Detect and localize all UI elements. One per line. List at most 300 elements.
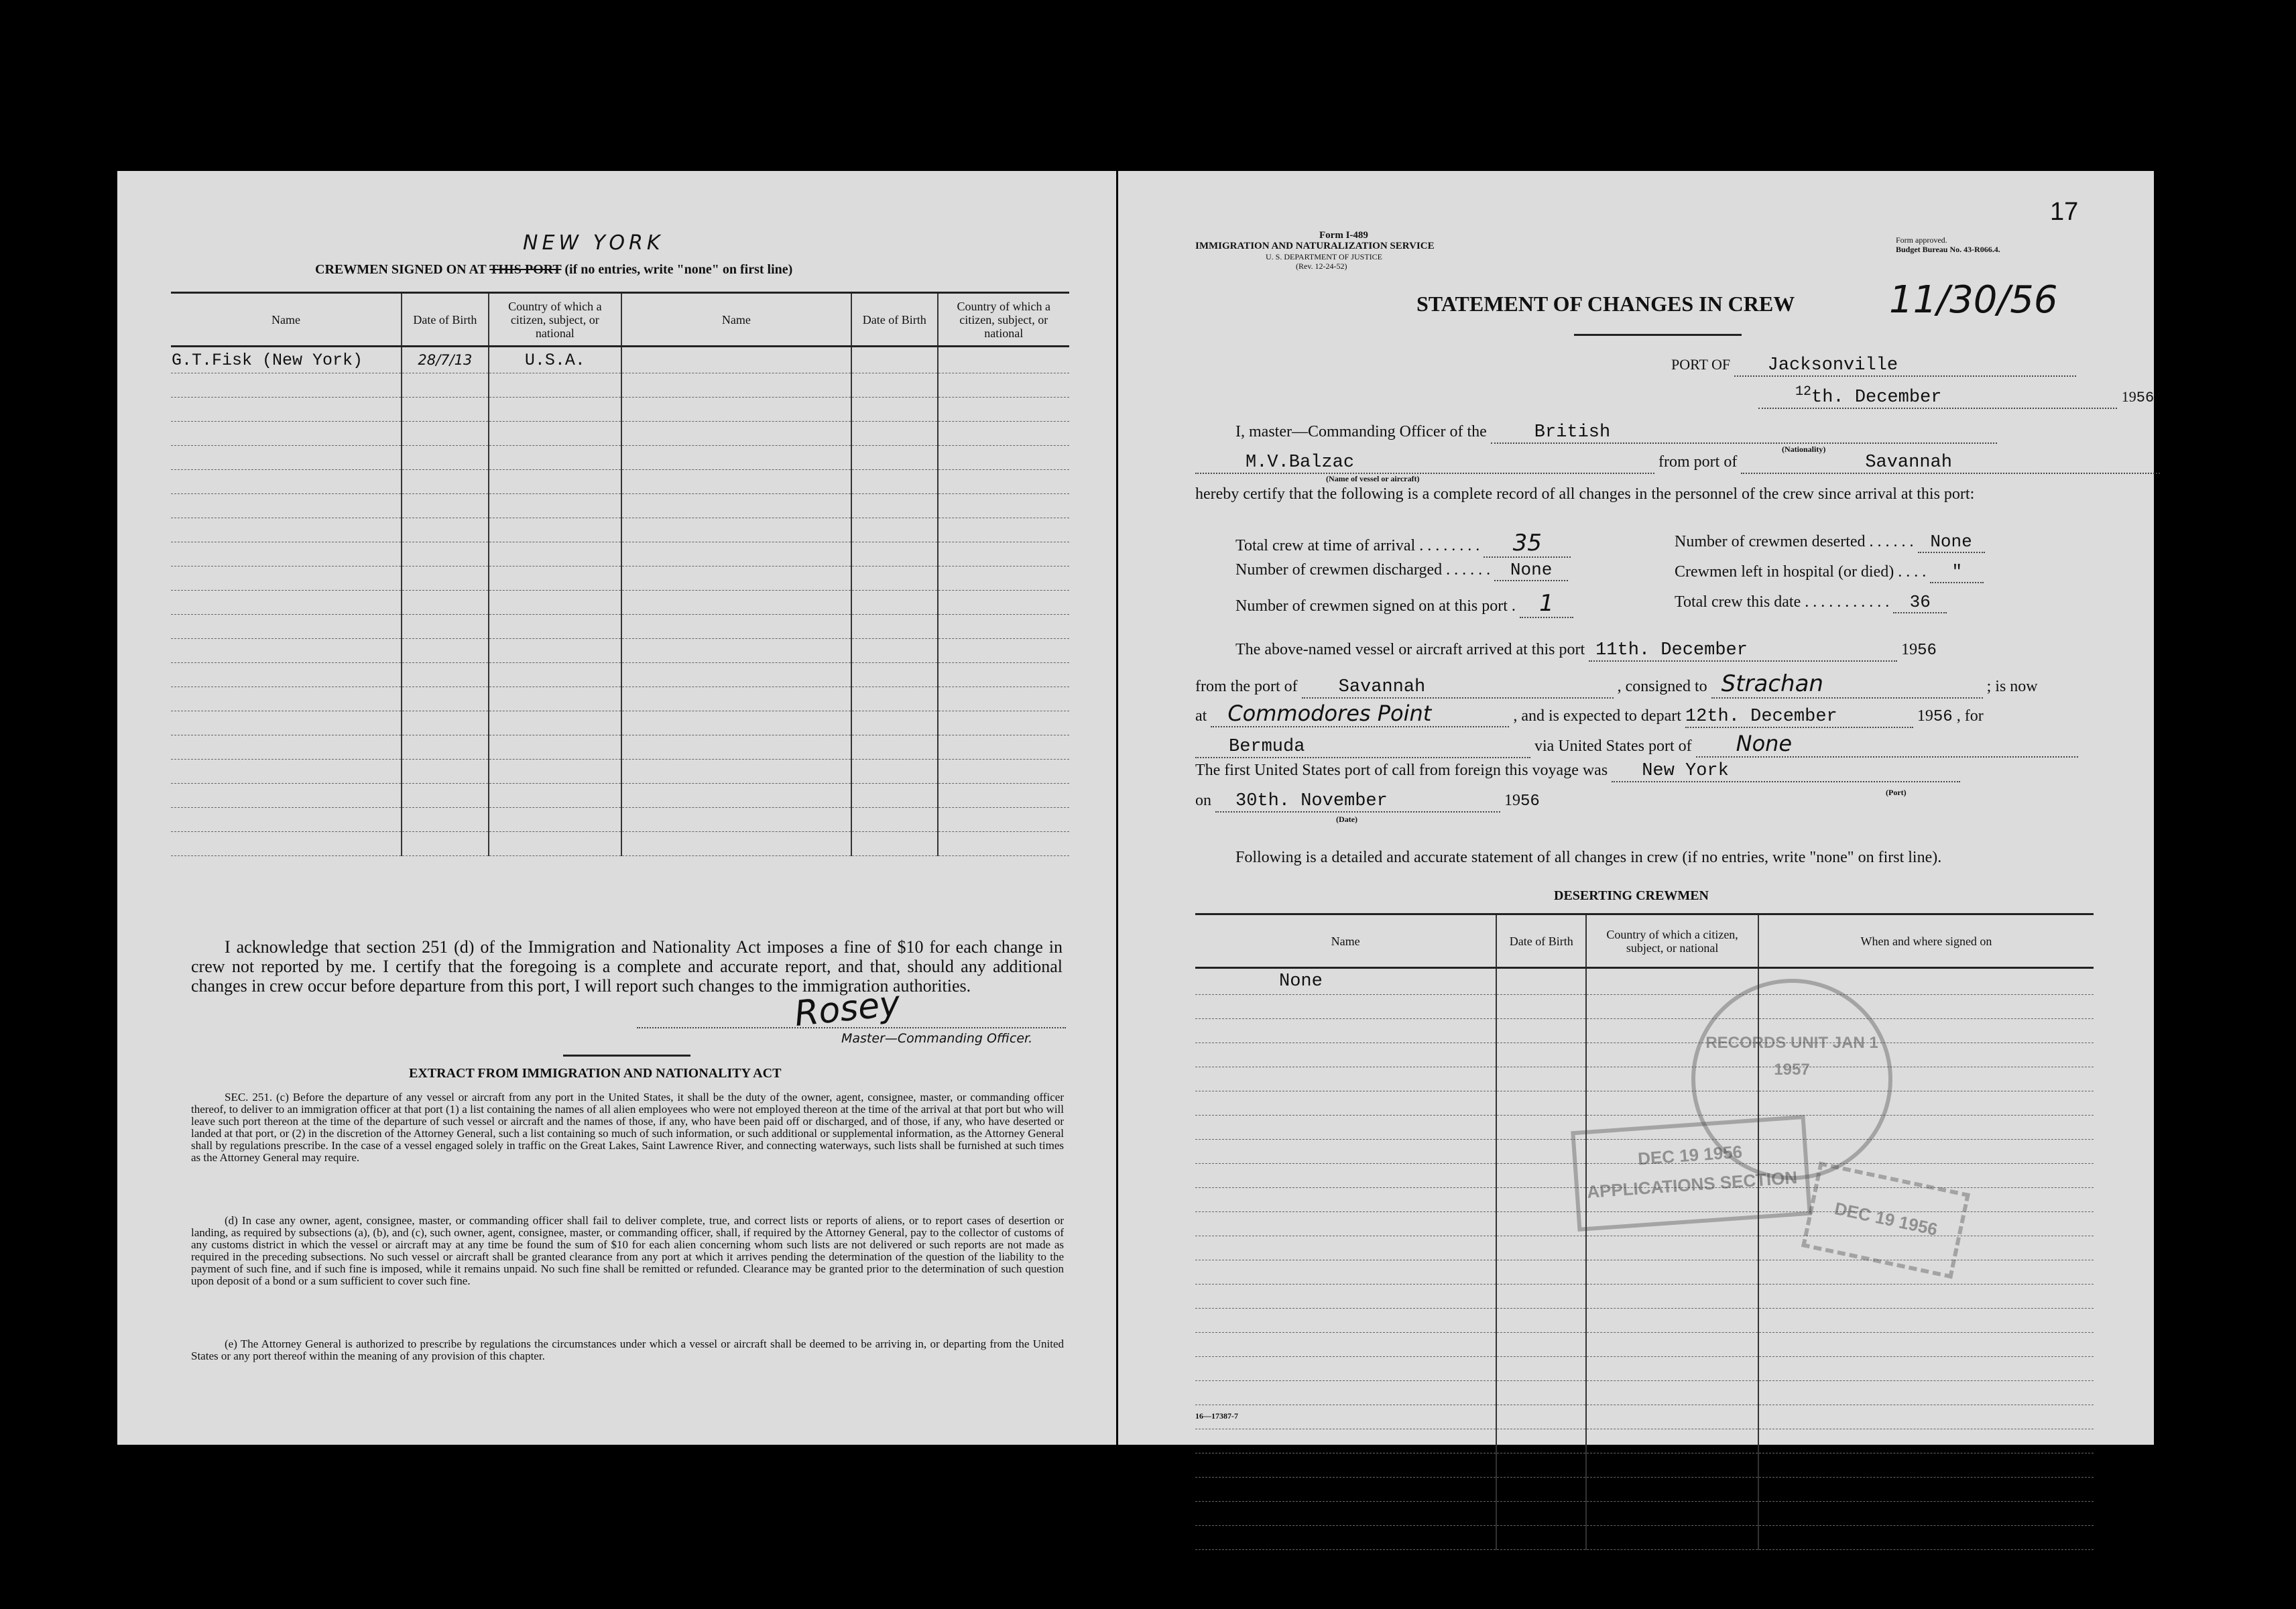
deserting-title: DESERTING CREWMEN — [1554, 888, 1709, 903]
empty-cell — [489, 422, 621, 446]
first-port-line — [1195, 761, 1960, 782]
table-row — [171, 494, 1069, 518]
empty-cell — [1586, 1236, 1758, 1260]
right-page — [1118, 171, 2154, 1445]
empty-cell — [402, 735, 489, 760]
empty-cell — [621, 711, 851, 735]
empty-cell — [1586, 1478, 1758, 1502]
empty-cell — [402, 542, 489, 567]
empty-cell — [938, 615, 1069, 639]
crew-name: G.T.Fisk (New York) — [171, 347, 402, 373]
acknowledgement-text: I acknowledge that section 251 (d) of the Immigration and Nationality Act imposes a fine of $10 for each change in crew not reported by me. I certify that the foregoing is a complete and accurate report, and that, should any additional changes in crew occur before departure from this port, I will report such changes to the immigration authorities. — [191, 937, 1063, 996]
empty-cell — [938, 832, 1069, 856]
signature-label: Master—Commanding Officer. — [841, 1031, 1033, 1046]
empty-cell — [402, 832, 489, 856]
stat-discharged — [1235, 560, 1568, 581]
empty-cell — [171, 663, 402, 687]
empty-cell — [1195, 1285, 1496, 1309]
empty-cell — [1496, 995, 1586, 1019]
empty-cell — [938, 494, 1069, 518]
port-label: PORT OF — [1671, 356, 1731, 373]
empty-cell — [1496, 1381, 1586, 1405]
from-port-label: from port of — [1658, 453, 1738, 471]
empty-cell — [171, 711, 402, 735]
destination-line — [1195, 731, 2078, 758]
empty-cell — [621, 663, 851, 687]
empty-cell — [489, 687, 621, 711]
empty-cell — [1195, 1091, 1496, 1116]
total-now-label: Total crew this date . . . . . . . . . . . — [1675, 593, 1890, 611]
empty-cell — [1758, 1453, 2094, 1478]
empty-cell — [1195, 1381, 1496, 1405]
table-row — [1195, 1405, 2094, 1429]
empty-cell — [1496, 1285, 1586, 1309]
empty-cell — [938, 687, 1069, 711]
empty-cell — [1586, 1502, 1758, 1526]
empty-cell — [851, 735, 938, 760]
empty-cell — [489, 591, 621, 615]
first-year-prefix: 19 — [1504, 792, 1520, 809]
empty-cell — [1758, 1405, 2094, 1429]
empty-cell — [851, 373, 938, 398]
empty-cell — [1195, 1164, 1496, 1188]
for-label: , for — [1956, 707, 1984, 725]
signed-on-label: Number of crewmen signed on at this port . — [1235, 597, 1516, 615]
consigned-label: , consigned to — [1617, 678, 1707, 695]
empty-cell — [1496, 968, 1586, 995]
arrived-date: 11th. December — [1589, 640, 1897, 662]
arrived-year-prefix: 19 — [1901, 641, 1918, 658]
empty-cell — [938, 470, 1069, 494]
section-251-d: (d) In case any owner, agent, consignee, master, or commanding officer shall fail to deliver complete, true, and correct lists or reports of aliens, or to report cases of desertion or landing, as required by subsections (a), (b), and (c), such owner, agent, consignee, master, or commanding officer, shall, if required by the Attorney General, pay to the collector of customs of any customs district in which the vessel or aircraft may at any time be found the sum of $10 for each alien concerning whom such lists are not delivered or such reports are not made as required in the preceding subsections. No such vessel or aircraft shall be granted clearance from any port at which it arrives pending the determination of the question of the liability to the payment of such fine, and if such fine is imposed, while it remains unpaid. No such fine shall be remitted or refunded. Clearance may be granted prior to the determination of such question upon deposit of a bond or a sum sufficient to cover such fine. — [191, 1214, 1064, 1287]
empty-cell — [489, 398, 621, 422]
table-row — [171, 567, 1069, 591]
empty-cell — [621, 373, 851, 398]
empty-cell — [1496, 1067, 1586, 1091]
from-port2-label: from the port of — [1195, 678, 1298, 695]
table-row — [171, 542, 1069, 567]
applications-section-stamp: DEC 19 1956 APPLICATIONS SECTION — [1571, 1115, 1812, 1232]
nationality-value: British — [1491, 422, 1997, 444]
table-row — [171, 373, 1069, 398]
empty-cell — [1195, 1260, 1496, 1285]
table-row — [171, 711, 1069, 735]
empty-cell — [171, 591, 402, 615]
table-row — [171, 347, 1069, 373]
via-port-value: None — [1696, 731, 2078, 758]
handwritten-port: NEW YORK — [523, 231, 664, 255]
col-country: Country of which a citizen, subject, or national — [489, 293, 621, 347]
first-year: 56 — [1520, 792, 1540, 811]
table-row — [171, 470, 1069, 494]
col-signed-on: When and where signed on — [1758, 914, 2094, 968]
empty-cell — [621, 470, 851, 494]
handwritten-date: 11/30/56 — [1889, 278, 2058, 322]
empty-cell — [1195, 1429, 1496, 1453]
empty-cell — [402, 518, 489, 542]
table-row — [1195, 1333, 2094, 1357]
empty-cell — [1195, 1019, 1496, 1043]
at-location: Commodores Point — [1211, 701, 1509, 727]
empty-cell — [851, 567, 938, 591]
at-line — [1195, 701, 1984, 728]
empty-cell — [938, 784, 1069, 808]
empty-cell — [851, 398, 938, 422]
empty-cell — [402, 639, 489, 663]
empty-cell — [402, 711, 489, 735]
table-row — [171, 591, 1069, 615]
empty-cell — [171, 446, 402, 470]
table-row — [1195, 1357, 2094, 1381]
empty-cell — [489, 639, 621, 663]
section-251-c: SEC. 251. (c) Before the departure of any vessel or aircraft from any port in the United States, it shall be the duty of the owner, agent, consignee, master, or commanding officer thereof, to deliver to an immigration officer at that port (1) a list containing the names of all alien employees who were not employed thereon at the time of the arrival at that port but who will leave such port thereon at the time of the departure of such vessel or aircraft and the names of those, if any, who have been paid off or discharged, and of those, if any, who have deserted or landed at that port, or (2) in the discretion of the Attorney General, such a list containing so much of such information, or such additional or supplemental information, as the Attorney General shall by regulations prescribe. In the case of a vessel engaged solely in traffic on the Great Lakes, Saint Lawrence River, and connecting waterways, such lists shall be furnished at such times as the Attorney General may require. — [191, 1091, 1064, 1164]
consigned-value: Strachan — [1711, 670, 1983, 699]
empty-cell — [621, 832, 851, 856]
empty-cell — [171, 398, 402, 422]
table-row — [1195, 1309, 2094, 1333]
table-row — [1195, 1381, 2094, 1405]
empty-cell — [171, 542, 402, 567]
page-number: 17 — [2050, 198, 2079, 226]
empty-cell — [1496, 1357, 1586, 1381]
col-dob: Date of Birth — [1496, 914, 1586, 968]
empty-cell — [1195, 1212, 1496, 1236]
discharged-label: Number of crewmen discharged . . . . . . — [1235, 561, 1491, 579]
from-port2-value: Savannah — [1302, 677, 1614, 699]
empty-cell — [489, 735, 621, 760]
table-row — [1195, 1019, 2094, 1043]
empty-cell — [402, 687, 489, 711]
empty-cell — [1195, 995, 1496, 1019]
table-header — [1195, 914, 2094, 968]
empty-cell — [402, 494, 489, 518]
section-251-e: (e) The Attorney General is authorized to prescribe by regulations the circumstances under which a vessel or aircraft shall be deemed to be arriving in, or departing from the United States or any port thereof within the meaning of any provision of this chapter. — [191, 1337, 1064, 1362]
empty-cell — [1496, 1019, 1586, 1043]
empty-cell — [851, 832, 938, 856]
empty-cell — [171, 422, 402, 446]
vessel-label: (Name of vessel or aircraft) — [1326, 474, 1420, 483]
empty-cell — [1496, 1502, 1586, 1526]
table-row — [171, 808, 1069, 832]
empty-cell — [851, 446, 938, 470]
empty-cell — [938, 711, 1069, 735]
empty-cell — [402, 615, 489, 639]
empty-cell — [1586, 1381, 1758, 1405]
empty-cell — [171, 687, 402, 711]
empty-cell — [402, 784, 489, 808]
signed-on-heading — [315, 262, 792, 278]
empty-cell — [402, 422, 489, 446]
table-row — [171, 735, 1069, 760]
empty-cell — [402, 760, 489, 784]
empty-cell — [1496, 1478, 1586, 1502]
table-row — [171, 398, 1069, 422]
empty-cell — [1195, 1502, 1496, 1526]
empty-cell — [1496, 1188, 1586, 1212]
records-unit-stamp: RECORDS UNIT JAN 1 1957 — [1691, 979, 1892, 1180]
col-name-2: Name — [621, 293, 851, 347]
empty-cell — [851, 711, 938, 735]
empty-cell — [489, 615, 621, 639]
department-name: U. S. DEPARTMENT OF JUSTICE — [1266, 252, 1382, 261]
table-row — [171, 615, 1069, 639]
stat-signed-on — [1235, 590, 1573, 618]
empty-cell — [1586, 1526, 1758, 1550]
table-row — [171, 422, 1069, 446]
port-value: Jacksonville — [1734, 355, 2076, 377]
empty-cell — [489, 784, 621, 808]
table-row — [1195, 1285, 2094, 1309]
signed-on-table — [171, 292, 1069, 856]
deserted-label: Number of crewmen deserted . . . . . . — [1675, 533, 1914, 550]
empty-cell — [621, 542, 851, 567]
empty-cell — [938, 422, 1069, 446]
budget-bureau: Budget Bureau No. 43-R066.4. — [1896, 245, 2000, 254]
empty-cell — [1758, 1526, 2094, 1550]
empty-cell — [402, 663, 489, 687]
empty-cell — [171, 760, 402, 784]
table-row — [171, 518, 1069, 542]
vessel-value: M.V.Balzac — [1195, 453, 1654, 474]
signed-on-rows — [171, 347, 1069, 856]
depart-year: 56 — [1933, 708, 1953, 726]
master-line — [1235, 422, 1997, 444]
empty-cell — [1195, 1116, 1496, 1140]
empty-cell — [938, 591, 1069, 615]
empty-cell — [1586, 968, 1758, 995]
certify-text: hereby certify that the following is a complete record of all changes in the personnel of the crew since arrival at this port: — [1195, 485, 1975, 503]
empty-cell — [402, 567, 489, 591]
col-dob: Date of Birth — [402, 293, 489, 347]
empty-cell — [402, 373, 489, 398]
empty-cell — [171, 808, 402, 832]
from-port2-line — [1195, 670, 2038, 699]
empty-cell — [1195, 1478, 1496, 1502]
hospital-label: Crewmen left in hospital (or died) . . . . — [1675, 563, 1927, 581]
empty-cell — [1758, 1357, 2094, 1381]
date-stamp: DEC 19 1956 — [1801, 1162, 1970, 1279]
empty-cell — [402, 398, 489, 422]
on-label: on — [1195, 792, 1211, 809]
empty-cell — [621, 494, 851, 518]
empty-cell — [1586, 1333, 1758, 1357]
table-row — [1195, 1043, 2094, 1067]
empty-cell — [621, 567, 851, 591]
empty-cell — [1195, 1405, 1496, 1429]
first-date-value: 30th. November — [1215, 791, 1500, 813]
table-row — [171, 663, 1069, 687]
signed-on-value: 1 — [1520, 590, 1573, 618]
empty-cell — [851, 494, 938, 518]
form-approved: Form approved. — [1896, 235, 1947, 245]
empty-cell — [851, 784, 938, 808]
stat-hospital — [1675, 562, 1984, 583]
empty-cell — [1586, 1405, 1758, 1429]
empty-cell — [1195, 1188, 1496, 1212]
empty-cell — [1496, 1453, 1586, 1478]
signature-line — [637, 1027, 1066, 1028]
empty-cell — [1195, 1043, 1496, 1067]
date-main: th. December — [1811, 388, 1942, 408]
table-row — [1195, 1260, 2094, 1285]
empty-cell — [489, 567, 621, 591]
empty-cell — [621, 398, 851, 422]
total-arrival-label: Total crew at time of arrival . . . . . . . . — [1235, 537, 1480, 554]
empty-cell — [171, 832, 402, 856]
empty-cell — [621, 591, 851, 615]
empty-cell — [1496, 1260, 1586, 1285]
empty-cell — [1496, 1236, 1586, 1260]
empty-cell — [1496, 1091, 1586, 1116]
empty-cell — [1586, 1309, 1758, 1333]
empty-cell — [171, 615, 402, 639]
first-port-label: The first United States port of call from foreign this voyage was — [1195, 762, 1608, 779]
empty-cell — [1496, 1212, 1586, 1236]
date-line — [1758, 384, 2154, 409]
empty-cell — [621, 735, 851, 760]
heading-prefix: CREWMEN SIGNED ON AT — [315, 262, 487, 277]
empty-cell — [1195, 1357, 1496, 1381]
table-row — [171, 446, 1069, 470]
empty-cell — [1758, 1333, 2094, 1357]
table-row — [171, 832, 1069, 856]
empty-cell — [489, 494, 621, 518]
empty-cell — [621, 615, 851, 639]
empty-cell — [489, 808, 621, 832]
empty-cell — [1496, 1043, 1586, 1067]
depart-label: , and is expected to depart — [1513, 707, 1681, 725]
empty-cell — [1758, 1502, 2094, 1526]
empty-cell — [938, 542, 1069, 567]
stat-total-now — [1675, 592, 1947, 613]
empty-cell — [171, 373, 402, 398]
first-port-value: New York — [1612, 761, 1960, 782]
empty-cell — [1758, 1285, 2094, 1309]
empty-cell — [938, 373, 1069, 398]
empty-cell — [489, 446, 621, 470]
empty-cell — [489, 832, 621, 856]
empty-cell — [171, 639, 402, 663]
empty-cell — [621, 760, 851, 784]
empty-cell — [1758, 1429, 2094, 1453]
table-row — [1195, 1091, 2094, 1116]
empty-cell — [621, 808, 851, 832]
deserting-rows — [1195, 968, 2094, 1550]
col-country-2: Country of which a citizen, subject, or national — [938, 293, 1069, 347]
empty-cell — [171, 518, 402, 542]
empty-cell — [621, 639, 851, 663]
empty-cell — [489, 518, 621, 542]
empty-cell — [1496, 1333, 1586, 1357]
table-row — [1195, 1429, 2094, 1453]
empty-cell — [1586, 1260, 1758, 1285]
empty-cell — [1758, 1478, 2094, 1502]
year-value: 56 — [2136, 390, 2155, 406]
title-divider — [1574, 334, 1742, 336]
empty-cell — [1586, 1357, 1758, 1381]
arrived-line — [1235, 640, 1937, 662]
col-country: Country of which a citizen, subject, or national — [1586, 914, 1758, 968]
empty-cell — [1586, 1453, 1758, 1478]
empty-cell — [851, 347, 938, 373]
table-header — [171, 293, 1069, 347]
empty-cell — [621, 446, 851, 470]
table-row — [1195, 968, 2094, 995]
crew-dob: 28/7/13 — [402, 347, 489, 373]
from-port-value: Savannah — [1741, 453, 2160, 474]
deserting-first-entry: None — [1195, 968, 1496, 995]
empty-cell — [851, 591, 938, 615]
date-sup: 12 — [1795, 384, 1812, 400]
empty-cell — [402, 591, 489, 615]
empty-cell — [851, 470, 938, 494]
left-page — [117, 171, 1116, 1445]
empty-cell — [171, 567, 402, 591]
empty-cell — [938, 663, 1069, 687]
agency-name: IMMIGRATION AND NATURALIZATION SERVICE — [1195, 241, 1435, 251]
destination-value: Bermuda — [1195, 737, 1530, 758]
at-label: at — [1195, 707, 1207, 725]
depart-date: 12th. December — [1685, 707, 1913, 728]
empty-cell — [489, 663, 621, 687]
total-now-value: 36 — [1893, 592, 1947, 613]
empty-cell — [1195, 1453, 1496, 1478]
empty-cell — [621, 784, 851, 808]
empty-cell — [621, 687, 851, 711]
master-text: I, master—Commanding Officer of the — [1235, 423, 1487, 440]
empty-cell — [851, 639, 938, 663]
empty-cell — [1195, 1309, 1496, 1333]
table-row — [171, 639, 1069, 663]
empty-cell — [938, 808, 1069, 832]
year-prefix: 19 — [2121, 388, 2136, 405]
depart-year-prefix: 19 — [1917, 707, 1933, 725]
empty-cell — [489, 711, 621, 735]
empty-cell — [1496, 1309, 1586, 1333]
empty-cell — [489, 373, 621, 398]
empty-cell — [851, 760, 938, 784]
table-row — [171, 687, 1069, 711]
vessel-line — [1195, 453, 2160, 474]
date-sublabel: (Date) — [1336, 815, 1357, 824]
discharged-value: None — [1494, 560, 1568, 581]
empty-cell — [851, 663, 938, 687]
table-row — [1195, 1067, 2094, 1091]
port-sublabel: (Port) — [1886, 788, 1907, 797]
empty-cell — [851, 687, 938, 711]
table-row — [1195, 995, 2094, 1019]
empty-cell — [938, 735, 1069, 760]
col-dob-2: Date of Birth — [851, 293, 938, 347]
following-text: Following is a detailed and accurate statement of all changes in crew (if no entries, write "none" on first line). — [1235, 849, 1942, 866]
via-label: via United States port of — [1534, 737, 1692, 755]
empty-cell — [938, 347, 1069, 373]
empty-cell — [1496, 1526, 1586, 1550]
empty-cell — [1496, 1429, 1586, 1453]
stat-total-arrival — [1235, 530, 1571, 558]
empty-cell — [402, 446, 489, 470]
empty-cell — [621, 518, 851, 542]
empty-cell — [489, 470, 621, 494]
empty-cell — [851, 422, 938, 446]
empty-cell — [1496, 1405, 1586, 1429]
table-row — [171, 760, 1069, 784]
empty-cell — [938, 398, 1069, 422]
is-now-label: ; is now — [1986, 678, 2038, 695]
empty-cell — [489, 542, 621, 567]
date-value — [1758, 384, 2117, 409]
table-row — [171, 784, 1069, 808]
